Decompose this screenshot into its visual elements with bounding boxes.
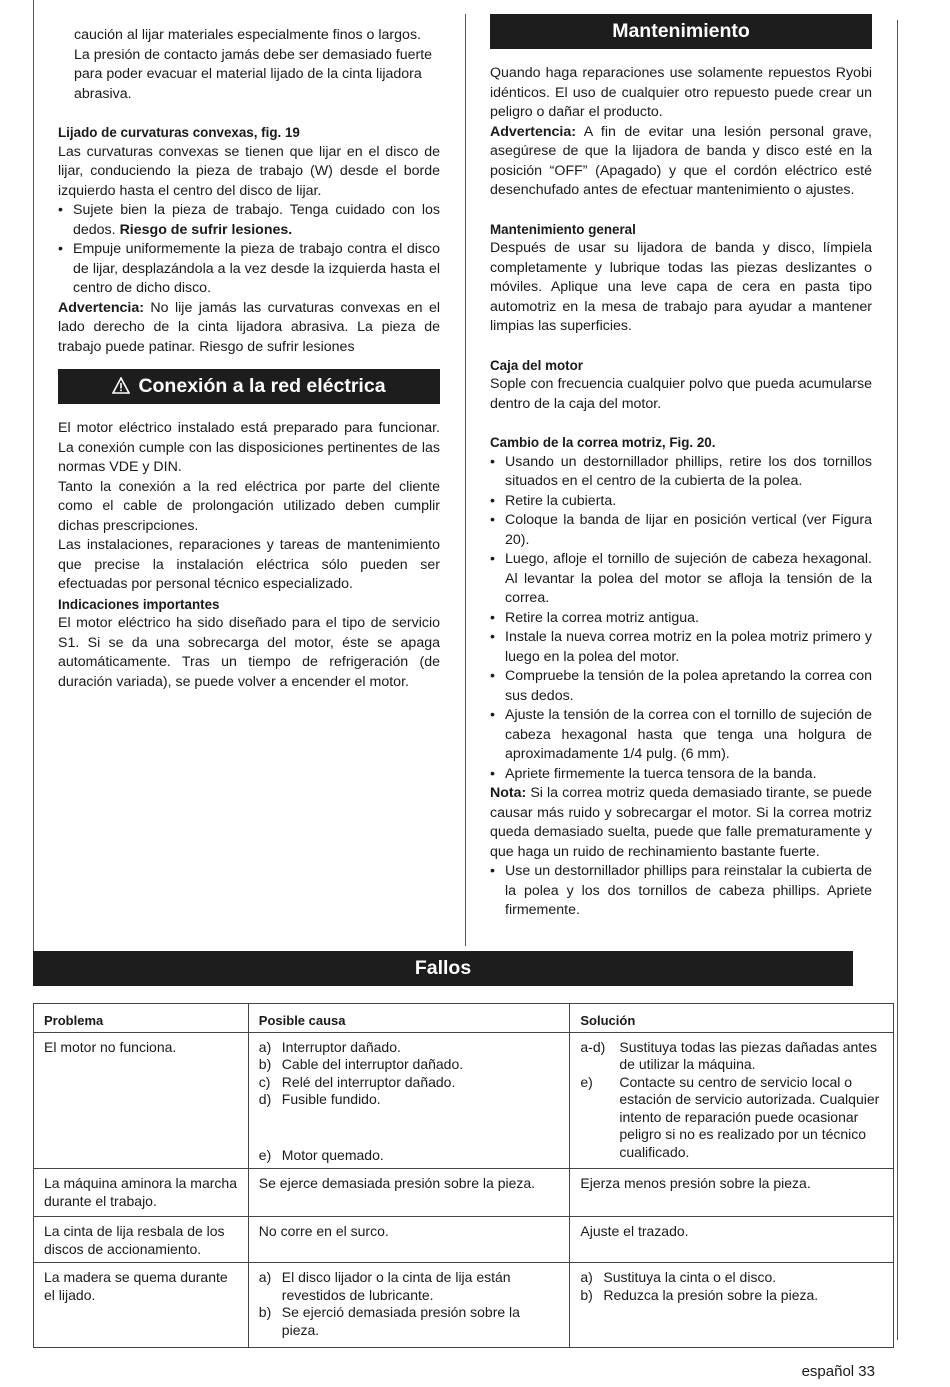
list-item: • Sujete bien la pieza de trabajo. Tenga cuidado con los dedos. Riesgo de sufrir lesiones. bbox=[58, 201, 440, 240]
solution-cell: Ajuste el trazado. bbox=[570, 1217, 894, 1263]
maintenance-intro: Quando haga reparaciones use solamente repuestos Ryobi idénticos. El uso de cualquier otro repuesto puede crear un peligro o dañar el producto. bbox=[490, 65, 872, 120]
solution-item: e) Contacte su centro de servicio local o estación de servicio autorizada. Cualquier intento de reparación puede ocasionar peligro si no es realizado por un técnico cualificado. bbox=[580, 1073, 880, 1160]
list-item: • Use un destornillador phillips para reinstalar la cubierta de la polea y los dos tornillos de cabeza phillips. Apriete firmemente. bbox=[490, 862, 872, 921]
page-rule-right bbox=[897, 20, 898, 1340]
solution-item: a) Sustituya la cinta o el disco. bbox=[580, 1269, 777, 1285]
solution-item: b) Reduzca la presión sobre la pieza. bbox=[580, 1286, 819, 1303]
section-header-troubleshooting: Fallos bbox=[33, 951, 853, 986]
left-column bbox=[58, 26, 440, 692]
list-item: • Apriete firmemente la tuerca tensora de la banda. bbox=[490, 765, 872, 785]
convex-text: Las curvaturas convexas se tienen que lijar en el disco de lijar, conduciendo la pieza de trabajo (W) desde el borde izquierdo hasta el centro del disco de lijar. bbox=[58, 143, 440, 199]
intro-paragraph bbox=[58, 26, 440, 104]
intro-line: caución al lijar materiales especialmente finos o largos. bbox=[74, 27, 421, 43]
column-divider bbox=[465, 14, 466, 946]
belt-heading: Cambio de la correa motriz, Fig. 20. bbox=[490, 435, 716, 450]
list-item: • Retire la cubierta. bbox=[490, 492, 872, 512]
solution-cell: Ejerza menos presión sobre la pieza. bbox=[570, 1169, 894, 1217]
note-paragraph: Nota: Si la correa motriz queda demasiado tirante, se puede causar más ruido y sobrecargar el motor. Si la correa motriz queda demasiado suelta, puede que falle prematuramente y que haga un ruido de rechinamiento bastante fuerte. bbox=[490, 785, 872, 860]
table-row bbox=[34, 1217, 894, 1263]
section-header-maintenance: Mantenimiento bbox=[490, 14, 872, 49]
solution-item: a-d) Sustituya todas las piezas dañadas antes de utilizar la máquina. bbox=[580, 1038, 877, 1072]
general-heading: Mantenimiento general bbox=[490, 221, 636, 237]
final-step-list bbox=[490, 862, 872, 921]
cause-cell bbox=[248, 1263, 570, 1348]
intro-line: para poder evacuar el material lijado de la cinta lijadora bbox=[74, 66, 422, 82]
problem-cell: La madera se quema durante el lijado. bbox=[34, 1263, 249, 1348]
solution-cell bbox=[570, 1263, 894, 1348]
warning-paragraph: Advertencia: A fin de evitar una lesión personal grave, asegúrese de que la lijadora de banda y disco esté en la posición “OFF” (Apagado) y que el cordón eléctrico esté desenchufado antes de efectuar mantenimiento o ajustes. bbox=[490, 123, 872, 198]
section-header-electrical bbox=[58, 369, 440, 404]
motor-text: Sople con frecuencia cualquier polvo que pueda acumularse dentro de la caja del motor. bbox=[490, 376, 872, 412]
cause-item: a) El disco lijador o la cinta de lija están revestidos de lubricante. bbox=[258, 1269, 511, 1303]
list-item: • Empuje uniformemente la pieza de trabajo contra el disco de lijar, desplazándola a la vez desde la izquierda hasta el centro de dicho disco. bbox=[58, 240, 440, 299]
list-item: • Usando un destornillador phillips, retire los dos tornillos situados en el centro de la cubierta de la polea. bbox=[490, 453, 872, 492]
cause-item: d) Fusible fundido. bbox=[258, 1091, 381, 1107]
electrical-paragraph: El motor eléctrico instalado está preparado para funcionar. La conexión cumple con las disposiciones pertinentes de las normas VDE y DIN. bbox=[58, 420, 440, 475]
warning-triangle-icon bbox=[112, 371, 130, 406]
page-number: español 33 bbox=[801, 1363, 875, 1380]
column-header: Problema bbox=[34, 1004, 249, 1033]
problem-cell: El motor no funciona. bbox=[34, 1032, 249, 1169]
table-row bbox=[34, 1169, 894, 1217]
table-row bbox=[34, 1032, 894, 1169]
table-header-row bbox=[34, 1004, 894, 1033]
intro-line: La presión de contacto jamás debe ser demasiado fuerte bbox=[74, 46, 433, 63]
convex-list bbox=[58, 201, 440, 299]
table-row bbox=[34, 1263, 894, 1348]
page-rule-left bbox=[33, 0, 34, 951]
general-text: Después de usar su lijadora de banda y disco, límpiela completamente y lubrique todas las piezas deslizantes o móviles. Aplique una leve capa de cera en pasta tipo automotriz en la mesa de trabajo para ayudar a mantener limpias las superficies. bbox=[490, 240, 872, 334]
cause-cell: No corre en el surco. bbox=[248, 1217, 570, 1263]
cause-cell bbox=[248, 1032, 570, 1169]
solution-cell bbox=[570, 1032, 894, 1169]
problem-cell: La cinta de lija resbala de los discos de accionamiento. bbox=[34, 1217, 249, 1263]
motor-heading: Caja del motor bbox=[490, 357, 584, 373]
list-item: • Instale la nueva correa motriz en la polea motriz primero y luego en la polea del motor. bbox=[490, 628, 872, 667]
problem-cell: La máquina aminora la marcha durante el trabajo. bbox=[34, 1169, 249, 1217]
cause-item: b) Se ejerció demasiada presión sobre la pieza. bbox=[258, 1304, 520, 1338]
warning-paragraph: Advertencia: No lije jamás las curvaturas convexas en el lado derecho de la cinta lijadora abrasiva. La pieza de trabajo puede patinar. Riesgo de sufrir lesiones bbox=[58, 299, 440, 355]
belt-steps-list bbox=[490, 453, 872, 785]
list-item: • Luego, afloje el tornillo de sujeción de cabeza hexagonal. Al levantar la polea del motor se afloja la tensión de la correa. bbox=[490, 550, 872, 609]
column-header: Posible causa bbox=[248, 1004, 570, 1033]
electrical-paragraph: Tanto la conexión a la red eléctrica por parte del cliente como el cable de prolongación utilizado deben cumplir dichas prescripciones. bbox=[58, 478, 440, 534]
list-item: • Coloque la banda de lijar en posición vertical (ver Figura 20). bbox=[490, 511, 872, 550]
important-heading: Indicaciones importantes bbox=[58, 596, 220, 612]
troubleshooting-table bbox=[33, 1003, 894, 1348]
cause-item: b) Cable del interruptor dañado. bbox=[258, 1056, 464, 1072]
convex-heading: Lijado de curvaturas convexas, fig. 19 bbox=[58, 125, 300, 140]
column-header: Solución bbox=[570, 1004, 894, 1033]
electrical-paragraph: Las instalaciones, reparaciones y tareas de mantenimiento que precise la instalación eléctrica sólo pueden ser efectuadas por personal técnico especializado. bbox=[58, 537, 440, 592]
section-title: Conexión a la red eléctrica bbox=[138, 375, 386, 397]
important-text: El motor eléctrico ha sido diseñado para el tipo de servicio S1. Si se da una sobrecarga del motor, éste se apaga automáticamente. Tras un tiempo de refrigeración (de duración variada), se puede volver a encender el motor. bbox=[58, 615, 440, 690]
list-item: • Compruebe la tensión de la polea apretando la correa con sus dedos. bbox=[490, 667, 872, 706]
list-item: • Retire la correa motriz antigua. bbox=[490, 609, 872, 629]
cause-item: c) Relé del interruptor dañado. bbox=[258, 1073, 456, 1090]
list-item: • Ajuste la tensión de la correa con el tornillo de sujeción de cabeza hexagonal hasta que tenga una holgura de aproximadamente 1/4 pulg. (6 mm). bbox=[490, 706, 872, 765]
intro-line: abrasiva. bbox=[74, 85, 132, 102]
right-column bbox=[490, 14, 872, 921]
cause-item: a) Interruptor dañado. bbox=[258, 1038, 401, 1055]
cause-item: e) Motor quemado. bbox=[258, 1146, 384, 1163]
cause-cell: Se ejerce demasiada presión sobre la pieza. bbox=[248, 1169, 570, 1217]
